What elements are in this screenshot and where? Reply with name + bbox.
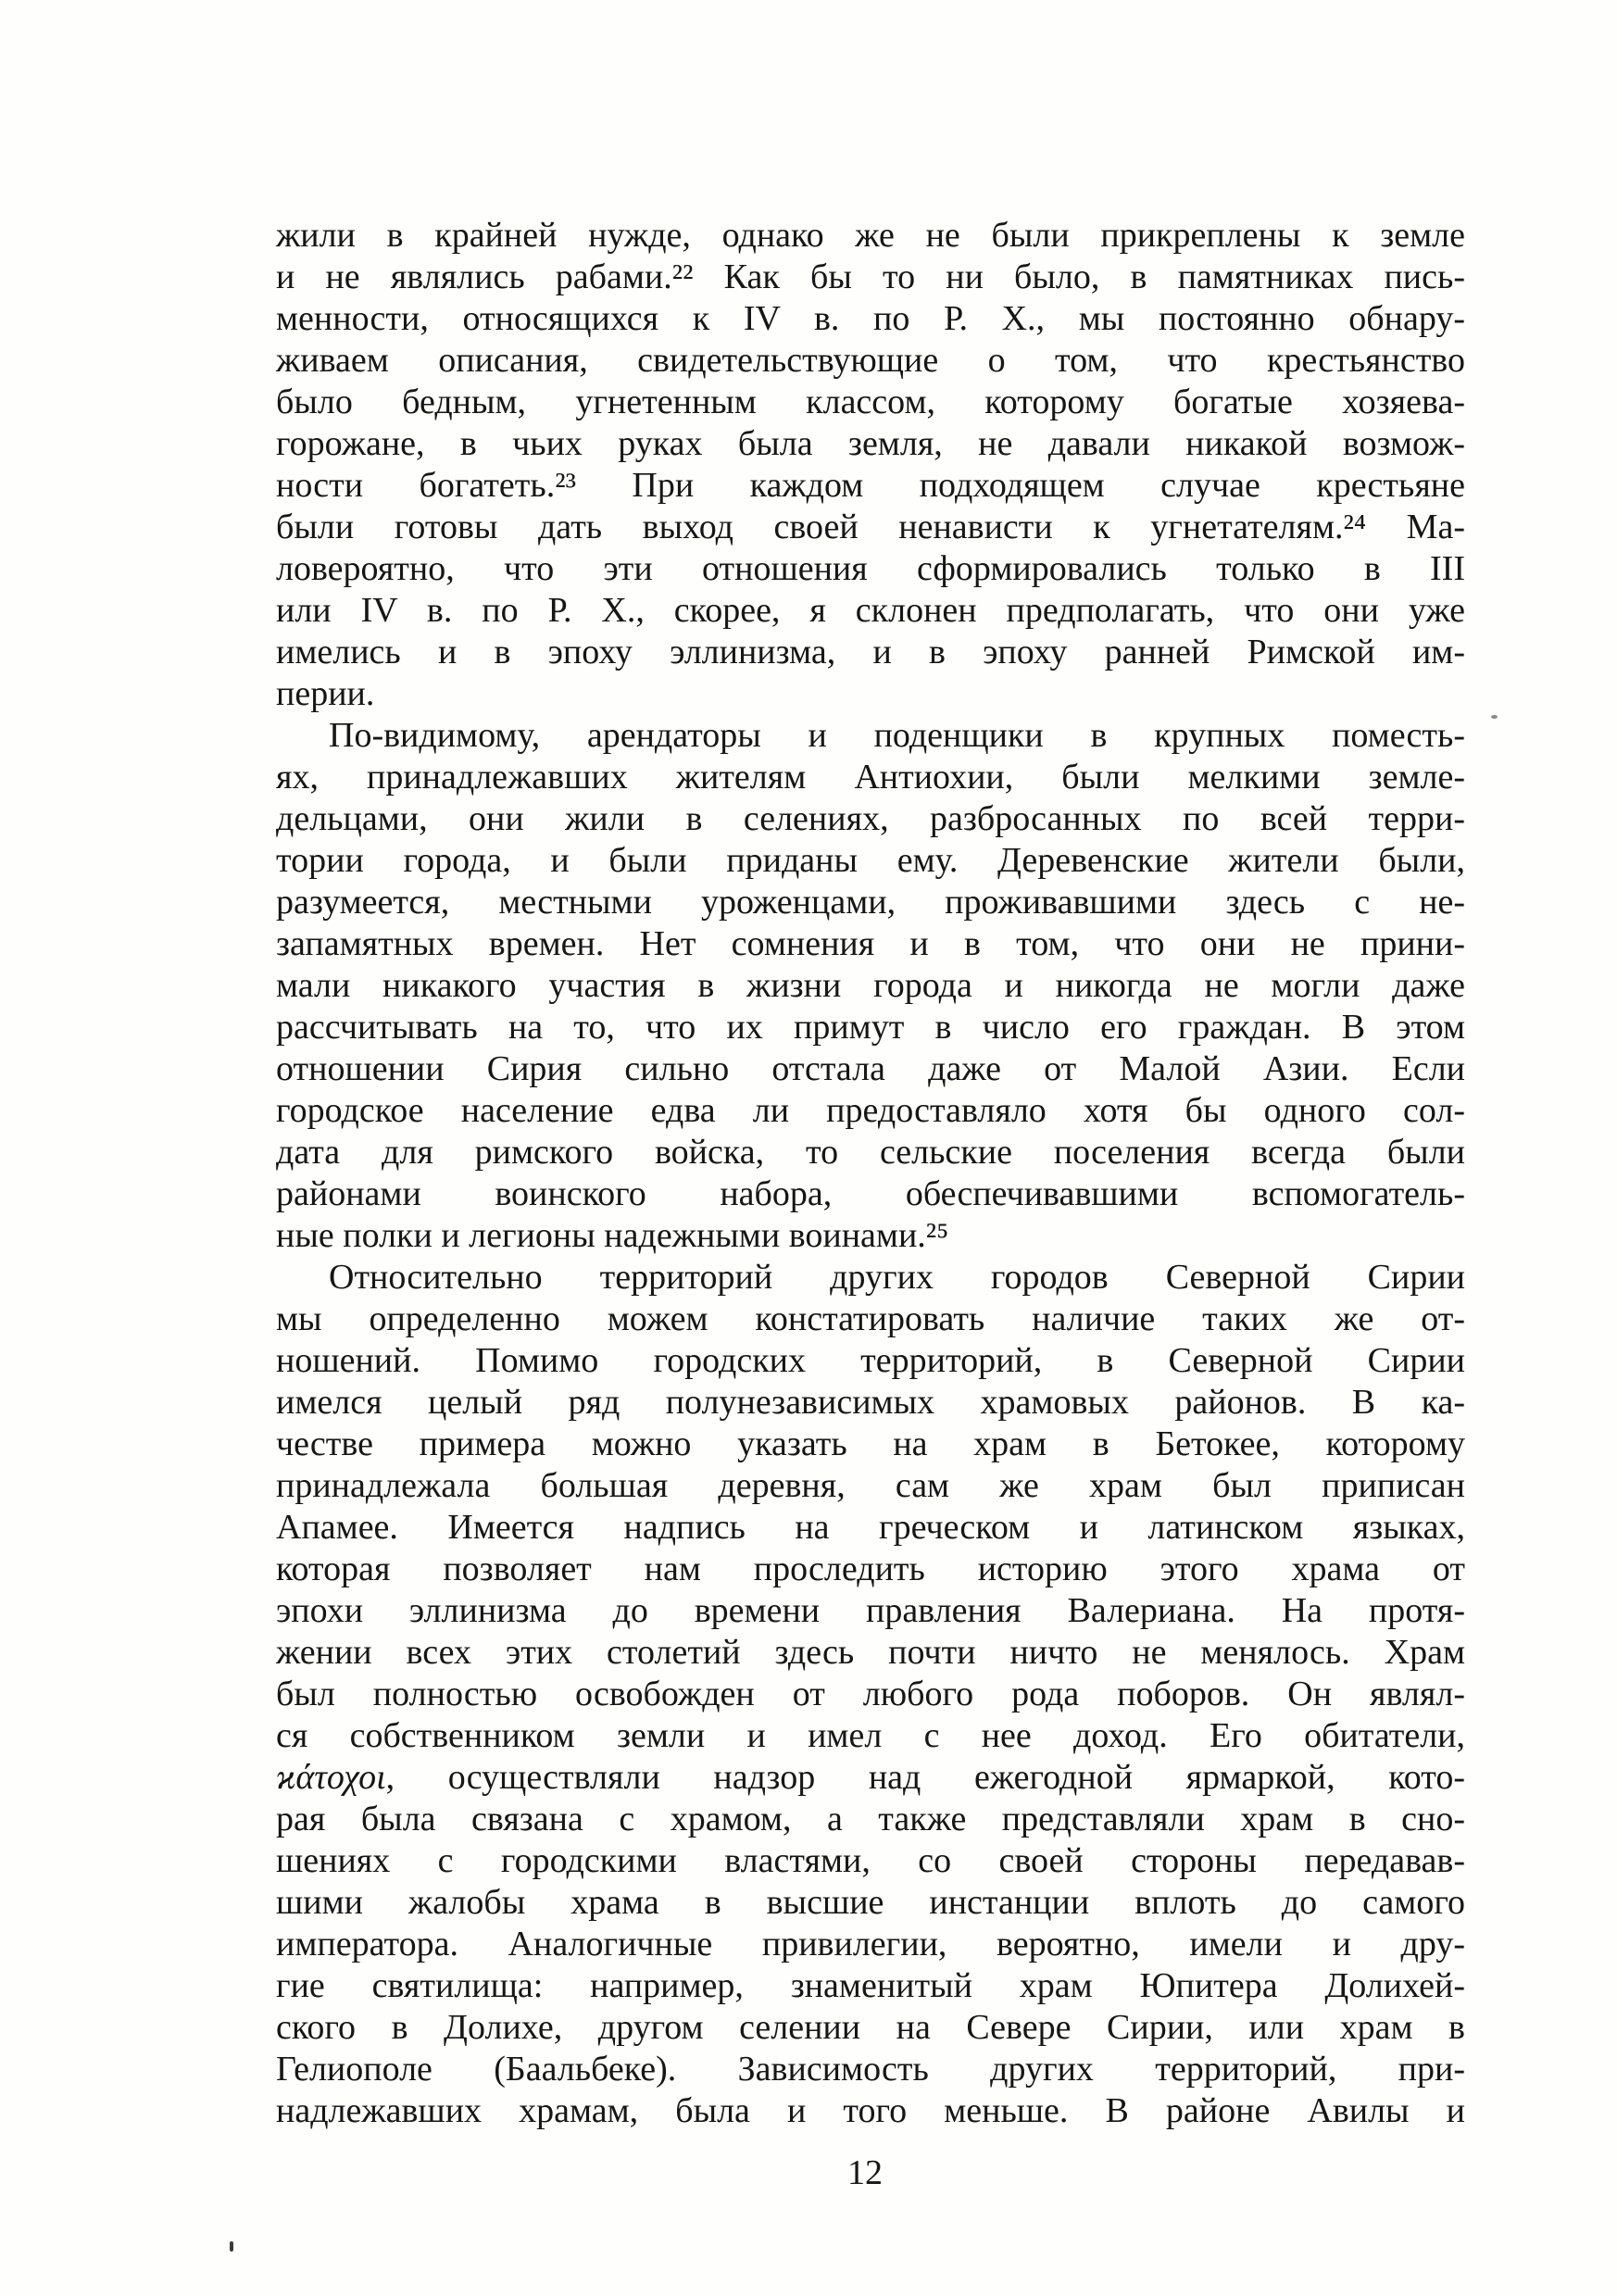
text-line: Гелиополе (Баальбеке). Зависимость других территорий, при-	[276, 2050, 1465, 2089]
text-line: которая позволяет нам проследить историю этого храма от	[276, 1549, 1465, 1588]
scan-speck	[1491, 715, 1498, 719]
text-line: мали никакого участия в жизни города и никогда не могли даже	[276, 966, 1465, 1005]
text-line: тории города, и были приданы ему. Деревенские жители были,	[276, 841, 1465, 880]
page-number: 12	[847, 2153, 883, 2192]
text-line-paragraph-start: Относительно территорий других городов Северной Сирии	[329, 1258, 1465, 1297]
text-line: Апамее. Имеется надпись на греческом и латинском языках,	[276, 1508, 1465, 1547]
scan-speck	[230, 2241, 233, 2252]
text-line: менности, относящихся к IV в. по Р. Х., мы постоянно обнару-	[276, 299, 1465, 338]
text-block	[276, 215, 1465, 2132]
text-line: перии.	[276, 674, 375, 713]
text-line: отношении Сирия сильно отстала даже от Малой Азии. Если	[276, 1049, 1465, 1088]
text-line: дата для римского войска, то сельские поселения всегда были	[276, 1133, 1465, 1172]
text-line-rest: , осуществляли надзор над ежегодной ярмаркой, кото-	[385, 1758, 1465, 1797]
text-line: дельцами, они жили в селениях, разбросанных по всей терри-	[276, 799, 1465, 838]
text-line: рассчитывать на то, что их примут в число его граждан. В этом	[276, 1008, 1465, 1047]
text-line-with-greek	[276, 1757, 1465, 1799]
text-line: ся собственником земли и имел с нее доход. Его обитатели,	[276, 1716, 1465, 1755]
text-line: или IV в. по Р. Х., скорее, я склонен предполагать, что они уже	[276, 591, 1465, 630]
text-line: живаем описания, свидетельствующие о том, что крестьянство	[276, 341, 1465, 380]
text-line: ях, принадлежавших жителям Антиохии, были мелкими земле-	[276, 758, 1465, 797]
text-line: ношений. Помимо городских территорий, в Северной Сирии	[276, 1341, 1465, 1380]
greek-term: ϰάτοχοι	[276, 1758, 386, 1797]
text-line: гие святилища: например, знаменитый храм Юпитера Долихей-	[276, 1966, 1465, 2005]
text-line: запамятных времен. Нет сомнения и в том, что они не прини-	[276, 924, 1465, 963]
text-line: имелись и в эпоху эллинизма, и в эпоху ранней Римской им-	[276, 633, 1465, 671]
text-line: разумеется, местными уроженцами, проживавшими здесь с не-	[276, 883, 1465, 922]
text-line: районами воинского набора, обеспечивавшими вспомогатель-	[276, 1174, 1465, 1213]
text-line: ского в Долихе, другом селении на Севере Сирии, или храм в	[276, 2008, 1465, 2047]
text-line: честве примера можно указать на храм в Бетокее, которому	[276, 1424, 1465, 1463]
text-line: императора. Аналогичные привилегии, вероятно, имели и дру-	[276, 1925, 1465, 1964]
text-line: жили в крайней нужде, однако же не были прикреплены к земле	[276, 216, 1465, 255]
text-line: ловероятно, что эти отношения сформировались только в III	[276, 549, 1465, 588]
text-line: надлежавших храмам, была и того меньше. В районе Авилы и	[276, 2091, 1465, 2130]
text-line: было бедным, угнетенным классом, которому богатые хозяева-	[276, 383, 1465, 421]
text-line: ности богатеть.²³ При каждом подходящем случае крестьяне	[276, 466, 1465, 505]
text-line: и не являлись рабами.²² Как бы то ни было, в памятниках пись-	[276, 257, 1465, 296]
text-line-paragraph-start: По-видимому, арендаторы и поденщики в крупных поместь-	[329, 716, 1465, 755]
text-line: шениях с городскими властями, со своей стороны передавав-	[276, 1841, 1465, 1880]
text-line: ные полки и легионы надежными воинами.²⁵	[276, 1216, 949, 1255]
text-line: горожане, в чьих руках была земля, не давали никакой возмож-	[276, 424, 1465, 463]
text-line: мы определенно можем констатировать наличие таких же от-	[276, 1299, 1465, 1338]
text-line: шими жалобы храма в высшие инстанции вплоть до самого	[276, 1883, 1465, 1922]
text-line: рая была связана с храмом, а также представляли храм в сно-	[276, 1800, 1465, 1838]
text-line: эпохи эллинизма до времени правления Валериана. На протя-	[276, 1591, 1465, 1630]
text-line: были готовы дать выход своей ненависти к угнетателям.²⁴ Ма-	[276, 508, 1465, 546]
text-line: был полностью освобожден от любого рода поборов. Он являл-	[276, 1675, 1465, 1713]
text-line: имелся целый ряд полунезависимых храмовых районов. В ка-	[276, 1383, 1465, 1422]
text-line: городское население едва ли предоставляло хотя бы одного сол-	[276, 1091, 1465, 1130]
text-line: жении всех этих столетий здесь почти ничто не менялось. Храм	[276, 1633, 1465, 1672]
text-line: принадлежала большая деревня, сам же храм был приписан	[276, 1466, 1465, 1505]
